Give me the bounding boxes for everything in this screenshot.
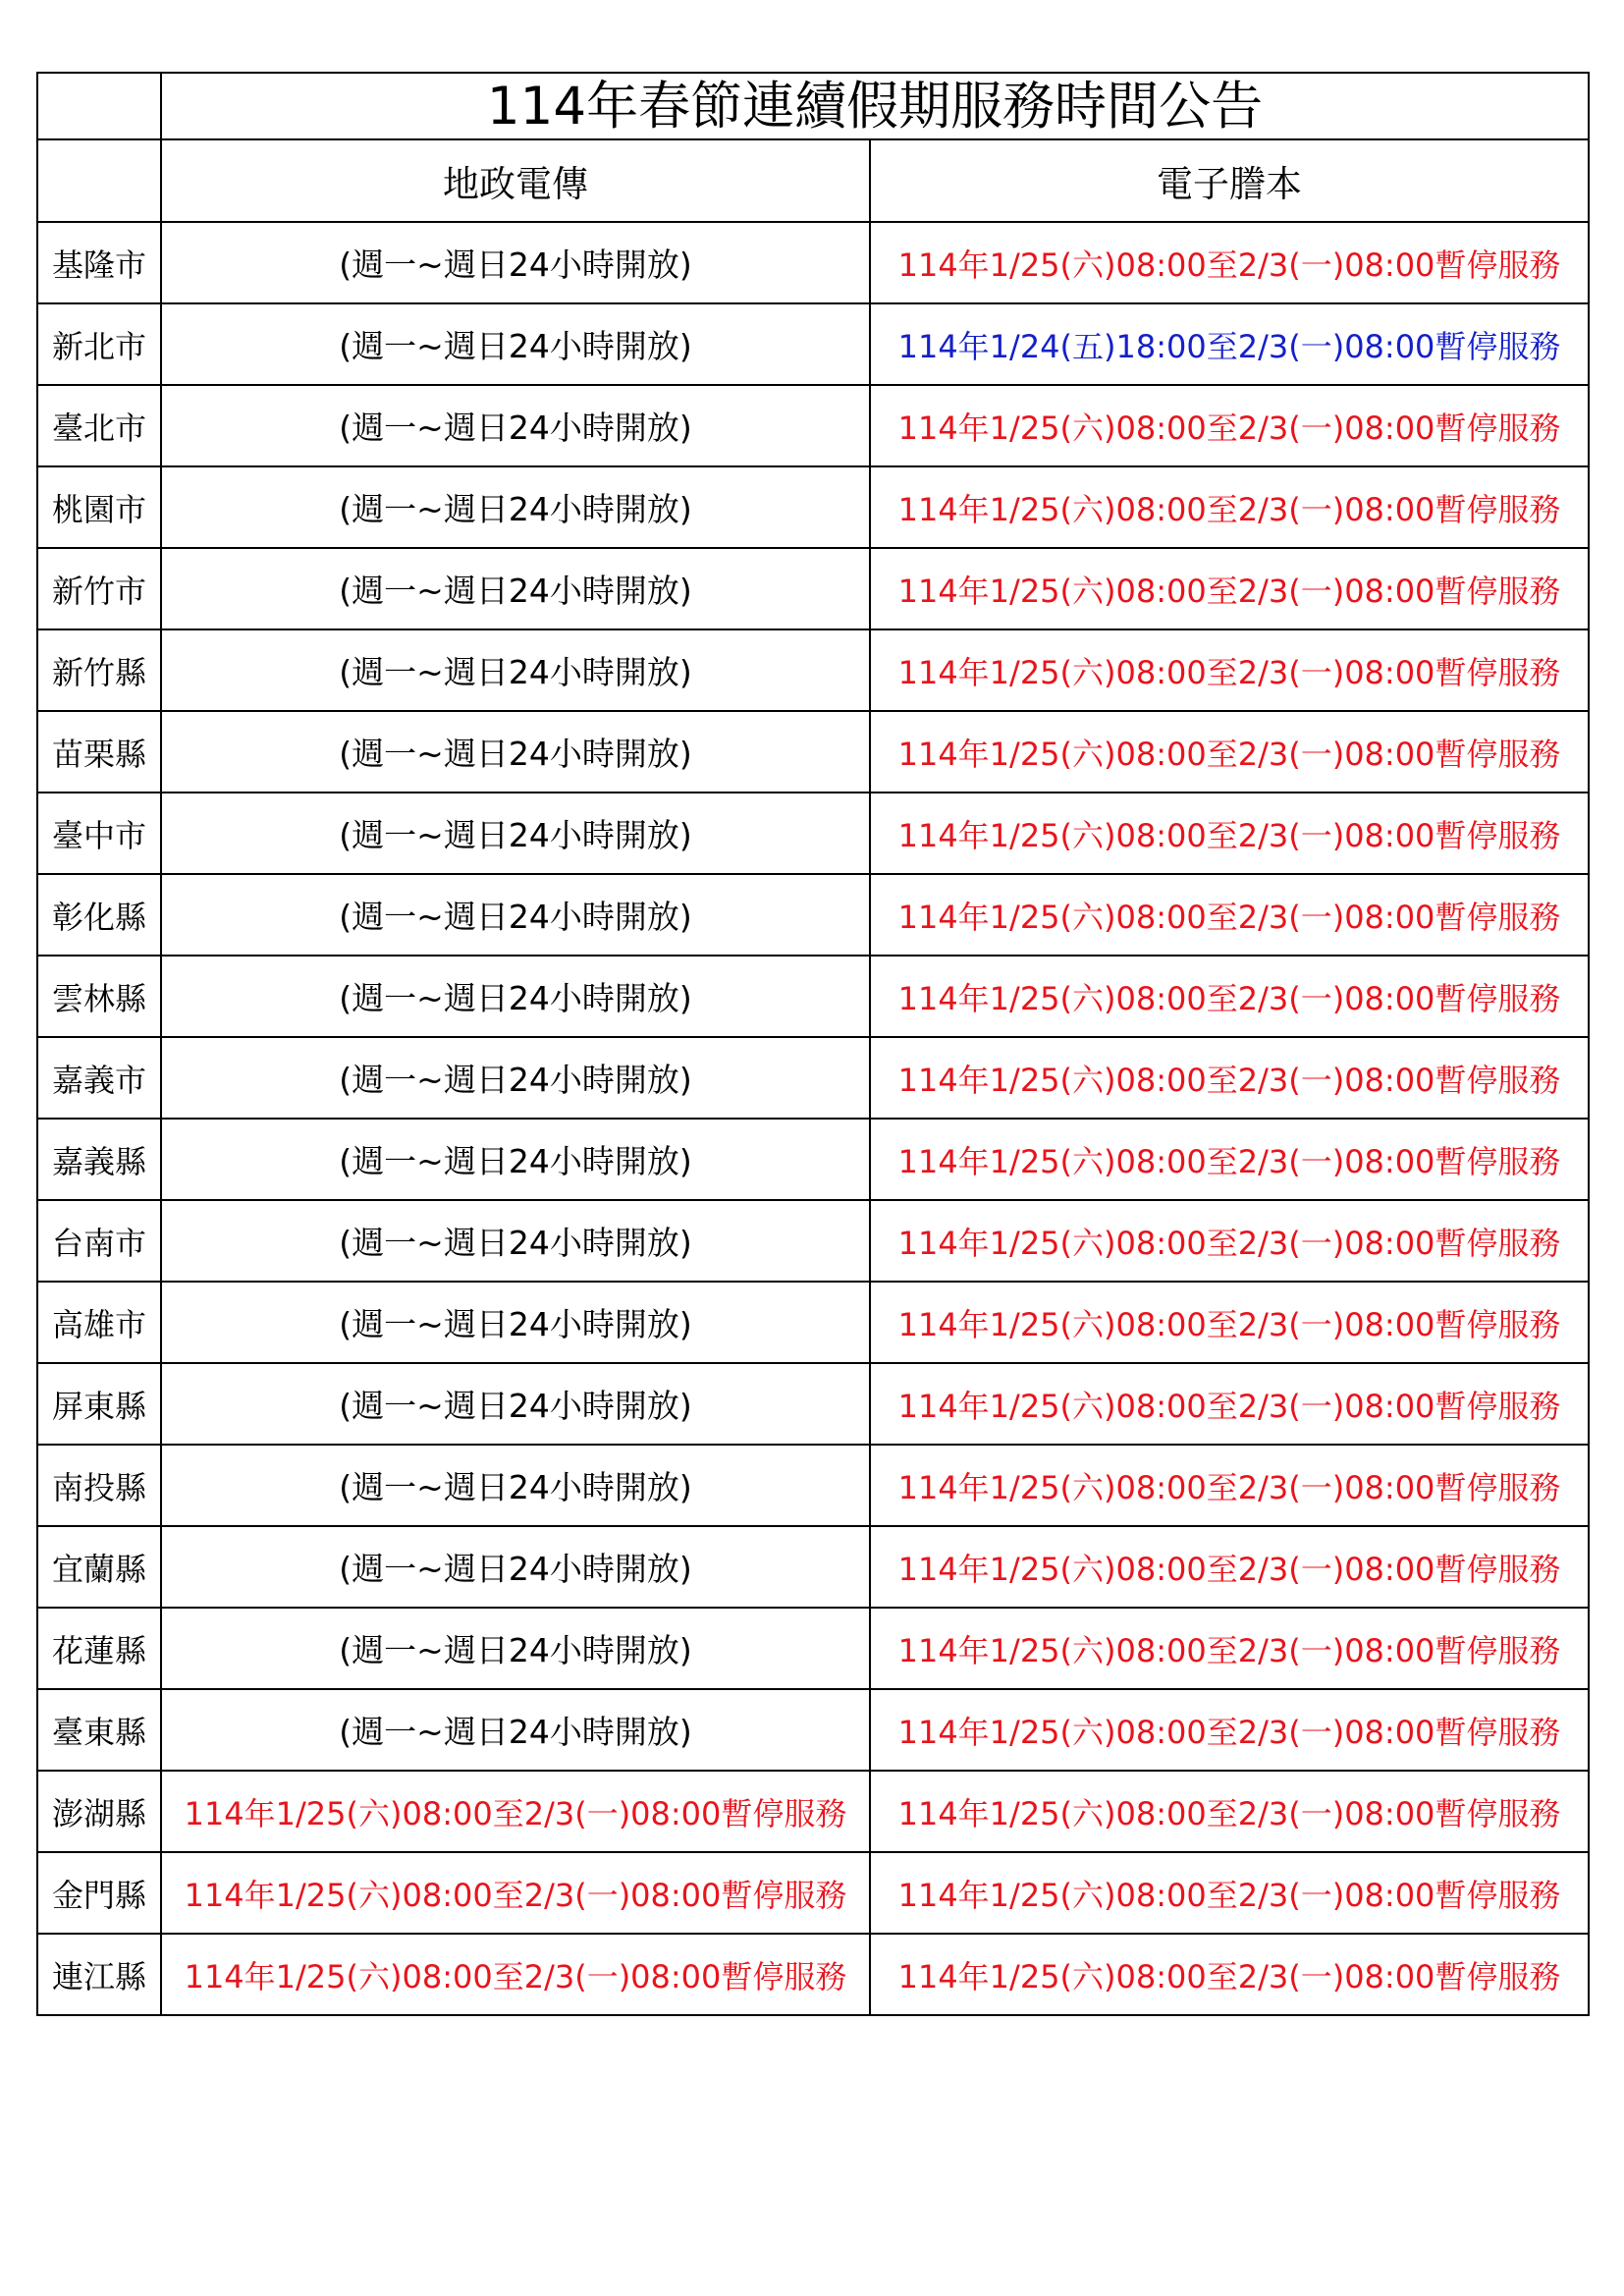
land-telecom-status-cell: (週一~週日24小時開放) xyxy=(161,466,870,548)
land-telecom-status-cell: 114年1/25(六)08:00至2/3(一)08:00暫停服務 xyxy=(161,1771,870,1852)
e-transcript-status-cell: 114年1/25(六)08:00至2/3(一)08:00暫停服務 xyxy=(870,1200,1589,1282)
land-telecom-status-cell: (週一~週日24小時開放) xyxy=(161,874,870,956)
table-row xyxy=(37,956,1589,1037)
region-cell: 桃園市 xyxy=(37,466,161,548)
e-transcript-status-cell: 114年1/25(六)08:00至2/3(一)08:00暫停服務 xyxy=(870,222,1589,303)
e-transcript-status-cell: 114年1/25(六)08:00至2/3(一)08:00暫停服務 xyxy=(870,711,1589,793)
title-row xyxy=(37,73,1589,139)
e-transcript-status-cell: 114年1/25(六)08:00至2/3(一)08:00暫停服務 xyxy=(870,1689,1589,1771)
table-row xyxy=(37,385,1589,466)
region-cell: 南投縣 xyxy=(37,1445,161,1526)
land-telecom-status-cell: 114年1/25(六)08:00至2/3(一)08:00暫停服務 xyxy=(161,1934,870,2015)
e-transcript-status-cell: 114年1/25(六)08:00至2/3(一)08:00暫停服務 xyxy=(870,1526,1589,1608)
table-row xyxy=(37,548,1589,629)
table-row xyxy=(37,466,1589,548)
table-row xyxy=(37,1852,1589,1934)
table-row xyxy=(37,874,1589,956)
header-empty-cell xyxy=(37,139,161,222)
region-cell: 嘉義市 xyxy=(37,1037,161,1119)
e-transcript-status-cell: 114年1/25(六)08:00至2/3(一)08:00暫停服務 xyxy=(870,1445,1589,1526)
region-cell: 宜蘭縣 xyxy=(37,1526,161,1608)
e-transcript-status-cell: 114年1/25(六)08:00至2/3(一)08:00暫停服務 xyxy=(870,548,1589,629)
region-cell: 嘉義縣 xyxy=(37,1119,161,1200)
e-transcript-status-cell: 114年1/24(五)18:00至2/3(一)08:00暫停服務 xyxy=(870,303,1589,385)
header-e-transcript: 電子謄本 xyxy=(870,139,1589,222)
e-transcript-status-cell: 114年1/25(六)08:00至2/3(一)08:00暫停服務 xyxy=(870,1608,1589,1689)
region-cell: 新北市 xyxy=(37,303,161,385)
header-land-telecom: 地政電傳 xyxy=(161,139,870,222)
region-cell: 基隆市 xyxy=(37,222,161,303)
region-cell: 新竹縣 xyxy=(37,629,161,711)
page-title: 114年春節連續假期服務時間公告 xyxy=(161,73,1589,139)
e-transcript-status-cell: 114年1/25(六)08:00至2/3(一)08:00暫停服務 xyxy=(870,466,1589,548)
land-telecom-status-cell: (週一~週日24小時開放) xyxy=(161,1200,870,1282)
table-row xyxy=(37,793,1589,874)
e-transcript-status-cell: 114年1/25(六)08:00至2/3(一)08:00暫停服務 xyxy=(870,956,1589,1037)
e-transcript-status-cell: 114年1/25(六)08:00至2/3(一)08:00暫停服務 xyxy=(870,1852,1589,1934)
region-cell: 臺中市 xyxy=(37,793,161,874)
e-transcript-status-cell: 114年1/25(六)08:00至2/3(一)08:00暫停服務 xyxy=(870,793,1589,874)
region-cell: 臺北市 xyxy=(37,385,161,466)
e-transcript-status-cell: 114年1/25(六)08:00至2/3(一)08:00暫停服務 xyxy=(870,1119,1589,1200)
region-cell: 臺東縣 xyxy=(37,1689,161,1771)
table-row xyxy=(37,1037,1589,1119)
land-telecom-status-cell: (週一~週日24小時開放) xyxy=(161,711,870,793)
land-telecom-status-cell: (週一~週日24小時開放) xyxy=(161,1282,870,1363)
land-telecom-status-cell: (週一~週日24小時開放) xyxy=(161,629,870,711)
table-body xyxy=(37,73,1589,2015)
table-row xyxy=(37,222,1589,303)
land-telecom-status-cell: (週一~週日24小時開放) xyxy=(161,548,870,629)
land-telecom-status-cell: (週一~週日24小時開放) xyxy=(161,1445,870,1526)
land-telecom-status-cell: (週一~週日24小時開放) xyxy=(161,1363,870,1445)
land-telecom-status-cell: (週一~週日24小時開放) xyxy=(161,956,870,1037)
service-hours-table xyxy=(36,72,1590,2016)
land-telecom-status-cell: (週一~週日24小時開放) xyxy=(161,1037,870,1119)
land-telecom-status-cell: (週一~週日24小時開放) xyxy=(161,1689,870,1771)
region-cell: 高雄市 xyxy=(37,1282,161,1363)
e-transcript-status-cell: 114年1/25(六)08:00至2/3(一)08:00暫停服務 xyxy=(870,1037,1589,1119)
title-empty-cell xyxy=(37,73,161,139)
e-transcript-status-cell: 114年1/25(六)08:00至2/3(一)08:00暫停服務 xyxy=(870,385,1589,466)
land-telecom-status-cell: (週一~週日24小時開放) xyxy=(161,385,870,466)
region-cell: 台南市 xyxy=(37,1200,161,1282)
table-row xyxy=(37,1119,1589,1200)
e-transcript-status-cell: 114年1/25(六)08:00至2/3(一)08:00暫停服務 xyxy=(870,629,1589,711)
table-row xyxy=(37,1363,1589,1445)
land-telecom-status-cell: (週一~週日24小時開放) xyxy=(161,1119,870,1200)
region-cell: 澎湖縣 xyxy=(37,1771,161,1852)
region-cell: 連江縣 xyxy=(37,1934,161,2015)
region-cell: 金門縣 xyxy=(37,1852,161,1934)
table-row xyxy=(37,1771,1589,1852)
e-transcript-status-cell: 114年1/25(六)08:00至2/3(一)08:00暫停服務 xyxy=(870,1363,1589,1445)
region-cell: 苗栗縣 xyxy=(37,711,161,793)
table-row xyxy=(37,1689,1589,1771)
region-cell: 彰化縣 xyxy=(37,874,161,956)
e-transcript-status-cell: 114年1/25(六)08:00至2/3(一)08:00暫停服務 xyxy=(870,874,1589,956)
land-telecom-status-cell: 114年1/25(六)08:00至2/3(一)08:00暫停服務 xyxy=(161,1852,870,1934)
land-telecom-status-cell: (週一~週日24小時開放) xyxy=(161,793,870,874)
land-telecom-status-cell: (週一~週日24小時開放) xyxy=(161,1526,870,1608)
table-row xyxy=(37,1445,1589,1526)
e-transcript-status-cell: 114年1/25(六)08:00至2/3(一)08:00暫停服務 xyxy=(870,1771,1589,1852)
table-row xyxy=(37,711,1589,793)
land-telecom-status-cell: (週一~週日24小時開放) xyxy=(161,303,870,385)
header-row xyxy=(37,139,1589,222)
table-row xyxy=(37,1934,1589,2015)
region-cell: 花蓮縣 xyxy=(37,1608,161,1689)
land-telecom-status-cell: (週一~週日24小時開放) xyxy=(161,1608,870,1689)
e-transcript-status-cell: 114年1/25(六)08:00至2/3(一)08:00暫停服務 xyxy=(870,1282,1589,1363)
table-row xyxy=(37,1282,1589,1363)
table-row xyxy=(37,1526,1589,1608)
land-telecom-status-cell: (週一~週日24小時開放) xyxy=(161,222,870,303)
table-row xyxy=(37,1608,1589,1689)
region-cell: 屏東縣 xyxy=(37,1363,161,1445)
e-transcript-status-cell: 114年1/25(六)08:00至2/3(一)08:00暫停服務 xyxy=(870,1934,1589,2015)
table-row xyxy=(37,1200,1589,1282)
region-cell: 雲林縣 xyxy=(37,956,161,1037)
region-cell: 新竹市 xyxy=(37,548,161,629)
table-row xyxy=(37,303,1589,385)
table-row xyxy=(37,629,1589,711)
